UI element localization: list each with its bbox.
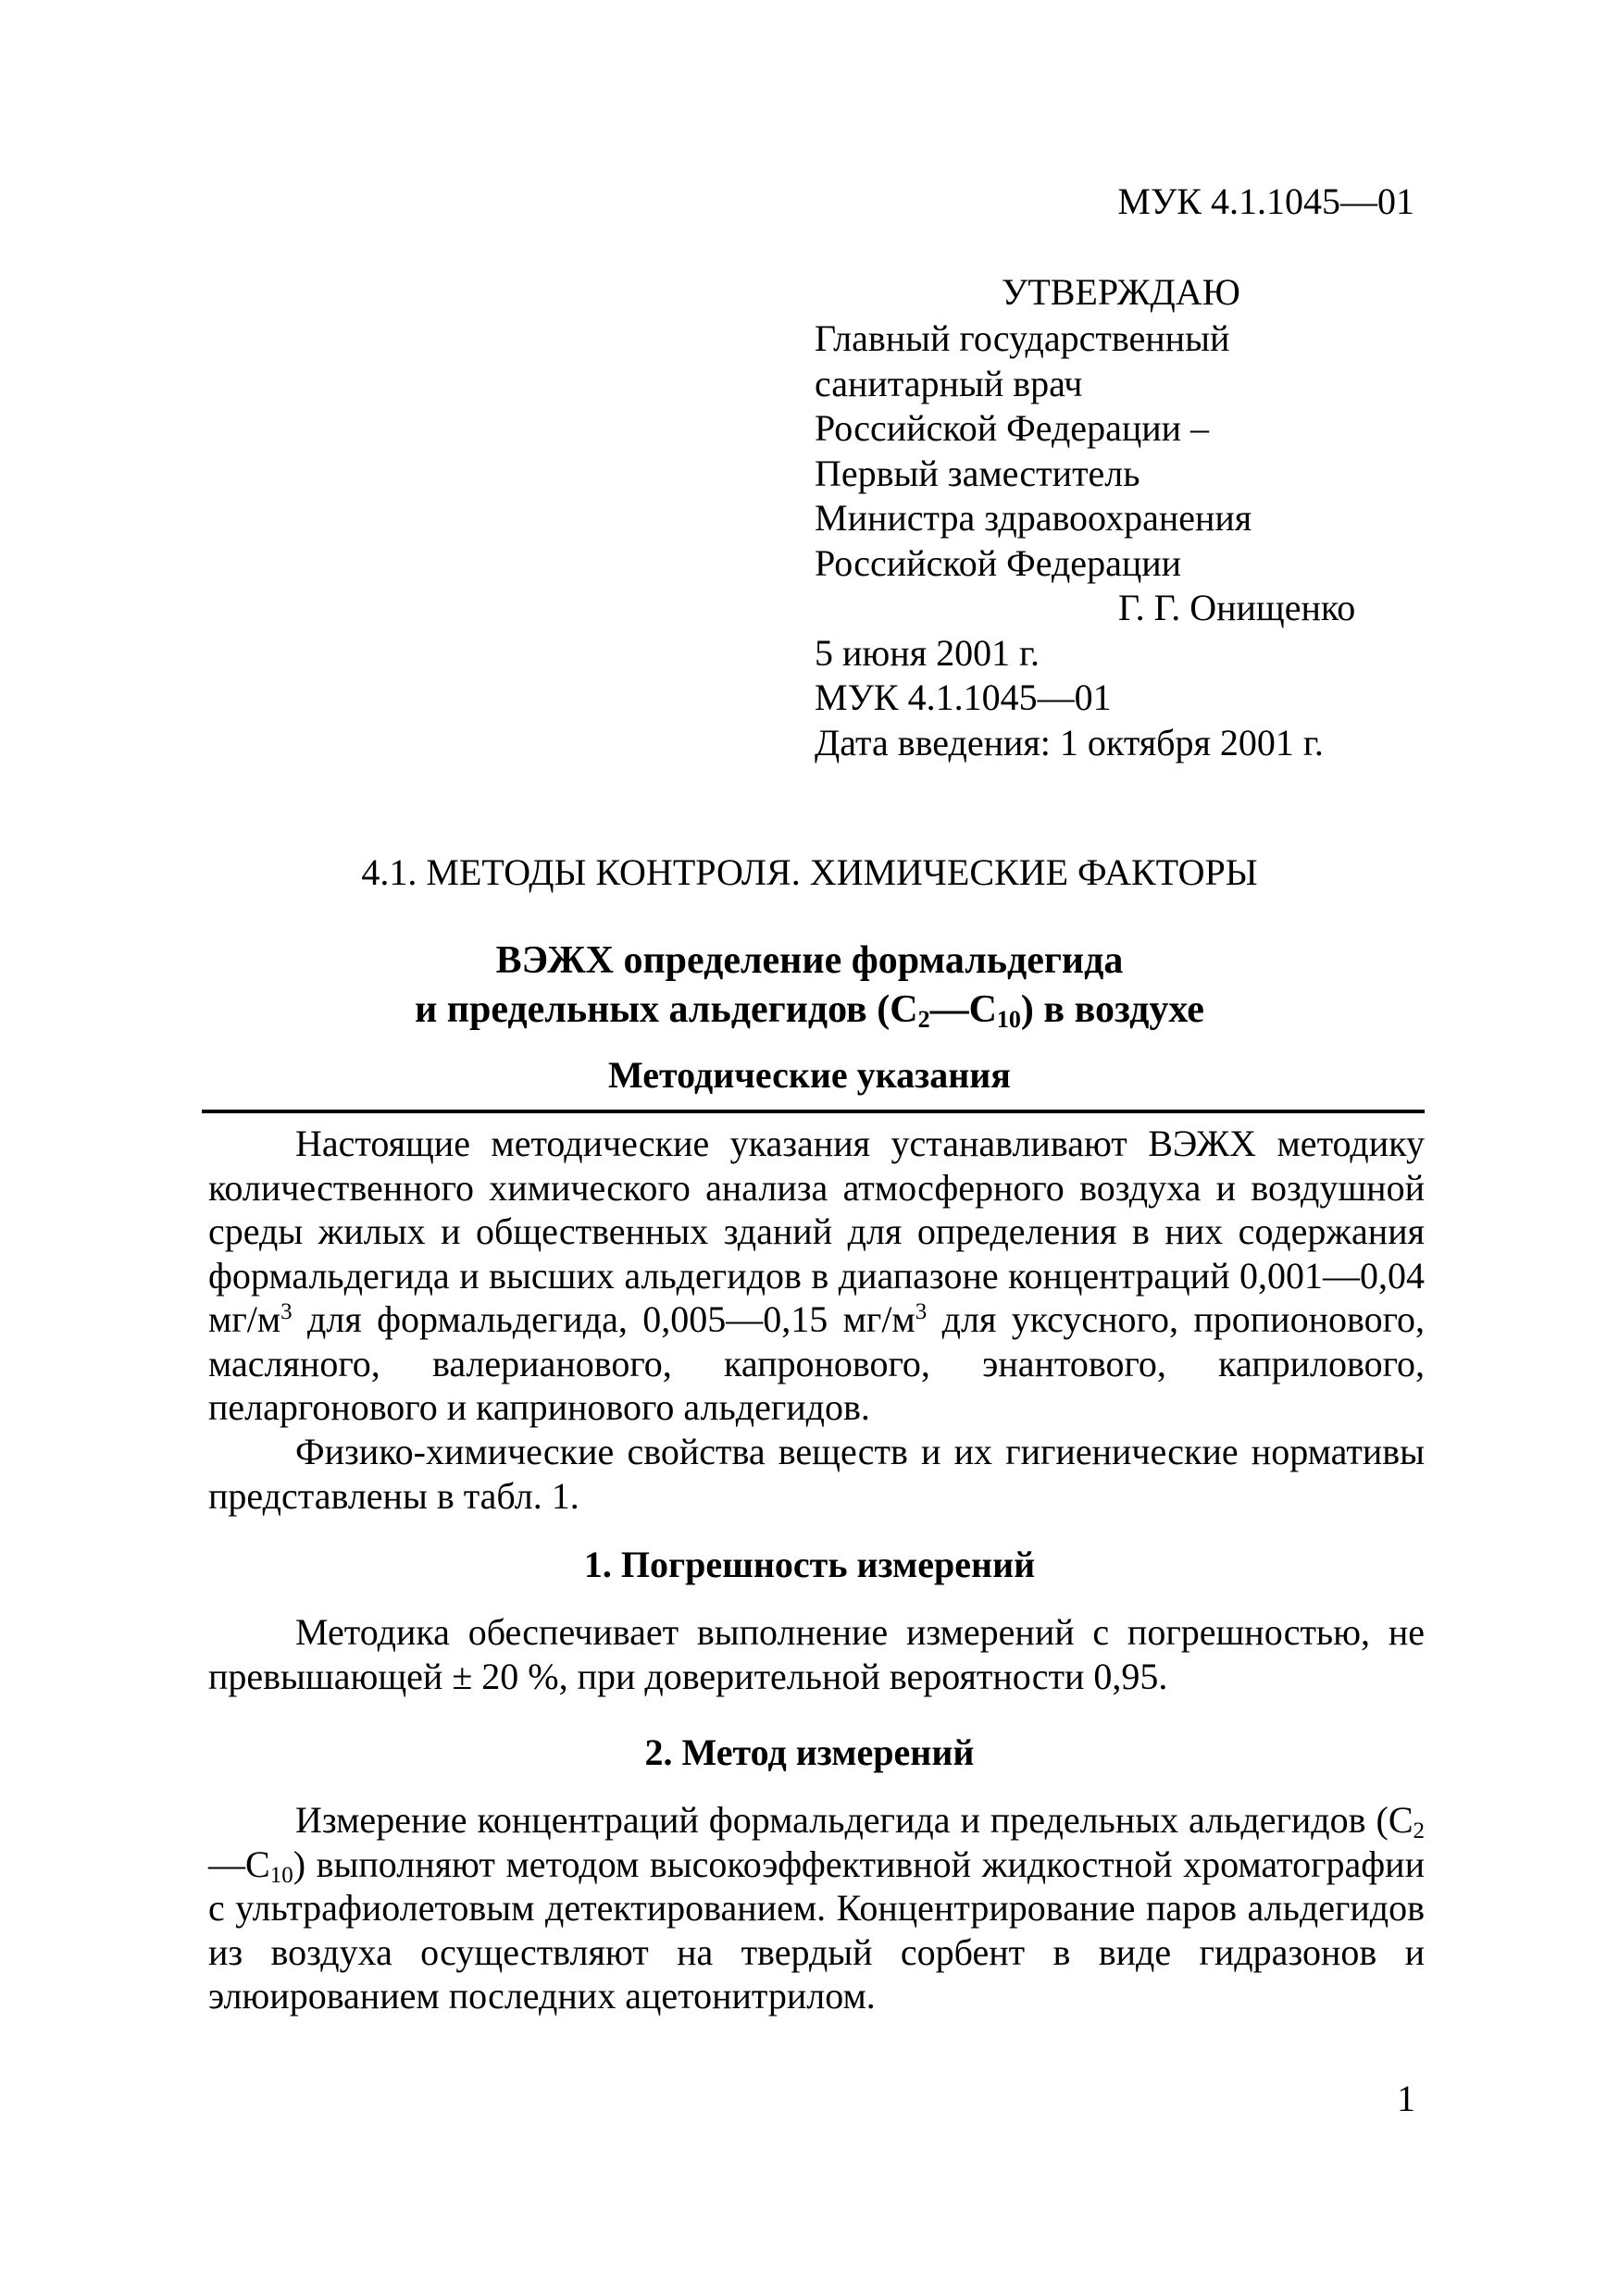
section-1-paragraph: Методика обеспечивает выполнение измерений с погрешностью, не превышающей ± 20 %, при доверительной вероятности 0,95. [208, 1611, 1425, 1697]
section-2-paragraph: Измерение концентраций формальдегида и предельных альдегидов $(C_2—C_{10})$ выполняют методом высокоэффективной жидкостной хроматографии с ультрафиолетовым детектированием. Концентрирование паров альдегидов из воздуха осуществляют на твердый сорбент в виде гидразонов и элюированием последних ацетонитрилом. [208, 1799, 1425, 2017]
approval-line: Министра здравоохранения [815, 497, 1252, 539]
approval-heading: УТВЕРЖДАЮ [1002, 271, 1240, 313]
signatory-name: Г. Г. Онищенко [1118, 587, 1356, 628]
section-heading: 4.1. МЕТОДЫ КОНТРОЛЯ. ХИМИЧЕСКИЕ ФАКТОРЫ [361, 851, 1258, 893]
document-code: МУК 4.1.1045—01 [1117, 180, 1414, 222]
approval-line: Первый заместитель [815, 452, 1140, 494]
section-2-heading: 2. Метод измерений [644, 1731, 975, 1773]
effective-date: Дата введения: 1 октября 2001 г. [815, 721, 1324, 763]
approval-block [815, 316, 1355, 765]
approval-date: 5 июня 2001 г. [815, 631, 1040, 674]
title-line-1: ВЭЖХ определение формальдегида [495, 939, 1124, 982]
approval-line: санитарный врач [815, 362, 1083, 404]
document-title [0, 937, 1619, 1035]
horizontal-rule [202, 1110, 1425, 1113]
intro-paragraph: Настоящие методические указания устанавливают ВЭЖХ методику количественного химического анализа атмосферного воздуха и воздушной среды жилых и общественных зданий для определения в них содержания формальдегида и высших альдегидов в диапазоне концентраций 0,001—0,04 $мг/м^3$ для формальдегида, 0,005—0,15 $мг/м^3$ для уксусного, пропионового, масляного, валерианового, капронового, энантового, каприлового, пеларгонового и капринового альдегидов. [208, 1123, 1426, 1428]
approval-line: Российской Федерации [815, 541, 1182, 584]
approval-line: Главный государственный [815, 317, 1230, 359]
page-number: 1 [1397, 2078, 1415, 2119]
approval-code: МУК 4.1.1045—01 [815, 676, 1112, 718]
approval-line: Российской Федерации – [815, 407, 1210, 449]
title-line-2: и предельных альдегидов $(C_2—C_{10})$ в воздухе [415, 988, 1204, 1033]
document-subtitle: Методические указания [608, 1054, 1011, 1096]
properties-paragraph: Физико-химические свойства веществ и их гигиенические нормативы представлены в табл. 1. [208, 1431, 1425, 1517]
section-1-heading: 1. Погрешность измерений [583, 1544, 1036, 1585]
